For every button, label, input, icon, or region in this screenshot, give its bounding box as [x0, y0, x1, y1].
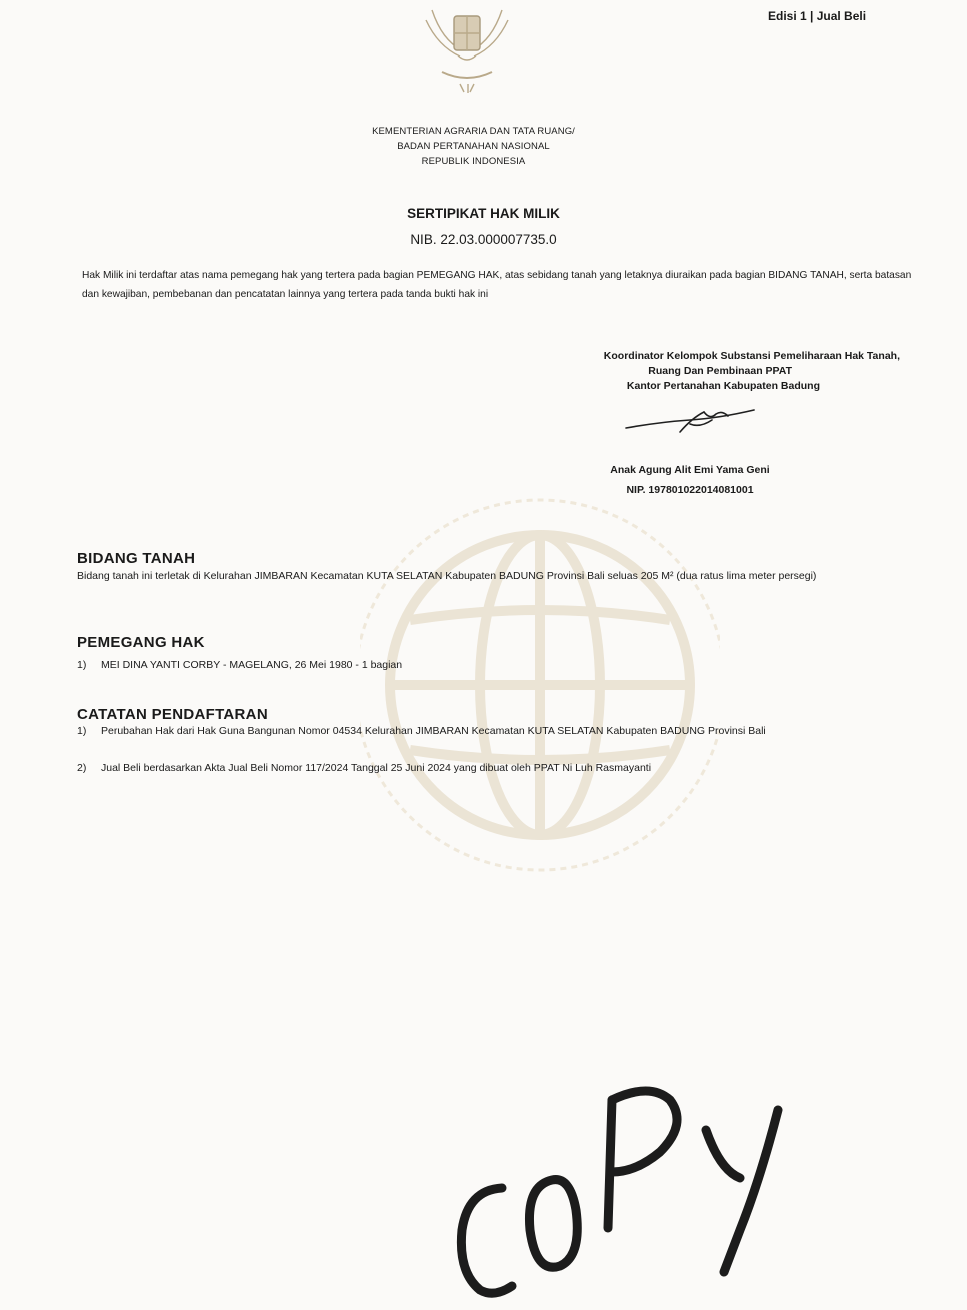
list-item-number: 1)	[77, 659, 87, 671]
handwritten-copy-mark-icon	[440, 1060, 800, 1310]
authority-line-3: Kantor Pertanahan Kabupaten Badung	[626, 380, 820, 392]
ministry-line-2: BADAN PERTANAHAN NASIONAL	[397, 141, 550, 152]
authority-line-1: Koordinator Kelompok Substansi Pemeliharaan Hak Tanah,	[603, 350, 900, 362]
certificate-title: SERTIPIKAT HAK MILIK	[407, 206, 560, 221]
ministry-line-3: REPUBLIK INDONESIA	[421, 156, 526, 167]
bidang-tanah-text: Bidang tanah ini terletak di Kelurahan JIMBARAN Kecamatan KUTA SELATAN Kabupaten BADUNG Provinsi Bali seluas 205 M² (dua ratus lima meter persegi)	[77, 570, 817, 582]
edition-label: Edisi 1 | Jual Beli	[768, 9, 867, 23]
garuda-emblem-icon	[412, 0, 522, 95]
catatan-pendaftaran-title: CATATAN PENDAFTARAN	[77, 706, 268, 723]
signer-nip: NIP. 197801022014081001	[626, 484, 754, 496]
ministry-header	[0, 124, 967, 169]
list-item-text: Perubahan Hak dari Hak Guna Bangunan Nomor 04534 Kelurahan JIMBARAN Kecamatan KUTA SELATAN Kabupaten BADUNG Provinsi Bali	[101, 725, 766, 737]
list-item	[77, 659, 917, 671]
globe-watermark-icon	[360, 490, 720, 890]
certificate-nib: NIB. 22.03.000007735.0	[410, 232, 557, 247]
list-item-number: 2)	[77, 762, 87, 774]
signer-name: Anak Agung Alit Emi Yama Geni	[610, 464, 770, 476]
authority-block	[480, 349, 900, 394]
signature-icon	[620, 398, 760, 440]
list-item-text: Jual Beli berdasarkan Akta Jual Beli Nomor 117/2024 Tanggal 25 Juni 2024 yang dibuat oleh PPAT Ni Luh Rasmayanti	[101, 762, 652, 774]
authority-line-2: Ruang Dan Pembinaan PPAT	[648, 365, 792, 377]
list-item-number: 1)	[77, 725, 87, 737]
certificate-intro: Hak Milik ini terdaftar atas nama pemegang hak yang tertera pada bagian PEMEGANG HAK, atas sebidang tanah yang letaknya diuraikan pada bagian BIDANG TANAH, serta batasan dan kewajiban, pembebanan dan pencatatan lainnya yang tertera pada tanda bukti hak ini	[82, 270, 912, 300]
bidang-tanah-title: BIDANG TANAH	[77, 550, 196, 567]
list-item	[77, 762, 917, 774]
list-item-text: MEI DINA YANTI CORBY - MAGELANG, 26 Mei 1980 - 1 bagian	[101, 659, 403, 671]
ministry-line-1: KEMENTERIAN AGRARIA DAN TATA RUANG/	[372, 126, 575, 137]
list-item	[77, 725, 917, 737]
pemegang-hak-title: PEMEGANG HAK	[77, 634, 205, 651]
